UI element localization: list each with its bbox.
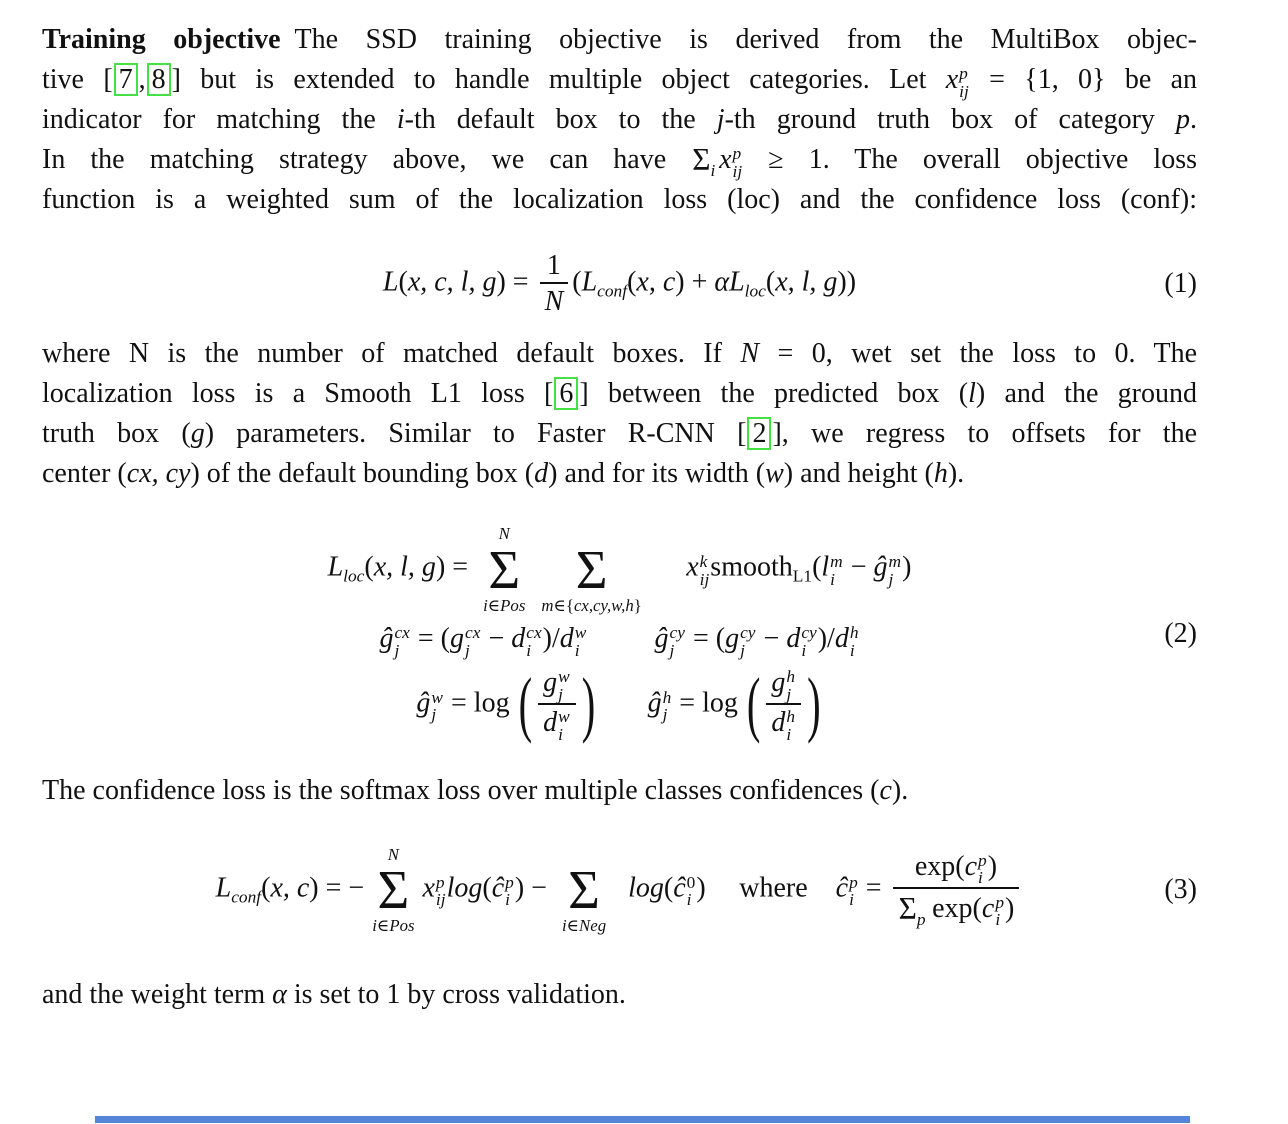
math-text: ], we regress to offsets for the: [772, 418, 1197, 450]
math-variable: d: [771, 706, 786, 738]
math-text: L1: [792, 567, 813, 587]
math-text: ) =: [496, 266, 536, 298]
math-variable: i: [686, 890, 692, 910]
math-text: function is a weighted sum of the localization loss (loc) and the confidence loss (conf):: [42, 184, 1197, 215]
math-text: ) −: [514, 872, 554, 904]
math-text: localization loss is a Smooth L1 loss [: [42, 378, 554, 410]
sup-sub-stack: [733, 145, 743, 180]
math-text: )/: [817, 622, 835, 654]
math-variable: i: [574, 640, 580, 660]
math-variable: j: [740, 640, 745, 660]
math-variable: N: [740, 338, 760, 370]
math-text: = {1, 0} be an: [969, 64, 1197, 95]
math-variable: j: [558, 684, 563, 704]
math-variable: log: [628, 872, 664, 904]
math-variable: ĝ: [379, 622, 394, 654]
math-variable: h: [849, 623, 859, 643]
sup-sub-stack: [670, 624, 685, 659]
math-text: -th default box to the: [404, 104, 717, 135]
math-variable: L: [581, 266, 598, 298]
sup-sub-stack: [849, 874, 858, 909]
sum-operator: Σ i∈Neg: [561, 859, 607, 936]
sup-sub-stack: [526, 624, 541, 659]
math-variable: j: [465, 640, 470, 660]
sup-sub-stack: [663, 689, 672, 724]
math-variable: d: [834, 622, 849, 654]
math-variable: ĉ: [673, 872, 686, 904]
math-text: is set to 1 by cross validation.: [286, 979, 626, 1011]
equation-3: [42, 845, 1197, 935]
inline-sum-operator: $\Sigma_i$: [692, 142, 716, 181]
math-variable: cx,cy,w,h: [573, 595, 634, 615]
sup-sub-stack: [687, 874, 696, 909]
sup-sub-stack: [850, 624, 859, 659]
math-variable: ĉ: [491, 872, 505, 904]
big-paren: (: [746, 663, 761, 745]
math-variable: h: [662, 687, 672, 707]
math-text: −: [843, 552, 874, 584]
math-variable: j: [716, 104, 725, 135]
math-variable: w: [765, 458, 784, 490]
math-text: exp(: [914, 850, 965, 882]
inline-sum-operator: $\Sigma_p$: [898, 890, 926, 929]
math-variable: cy: [740, 623, 756, 643]
math-text: ).: [947, 458, 965, 490]
math-text: In the matching strategy above, we can have: [42, 144, 692, 175]
math-variable: αL: [714, 266, 745, 298]
math-text: exp(: [932, 892, 982, 924]
math-text: 0: [686, 872, 696, 892]
math-variable: conf: [597, 281, 628, 301]
math-variable: m: [830, 552, 843, 572]
math-variable: i: [849, 890, 854, 910]
math-variable: N: [498, 524, 510, 544]
sup-sub-stack: [558, 668, 570, 703]
math-text: (: [812, 552, 822, 584]
math-text: (: [398, 266, 408, 298]
math-variable: d: [786, 622, 801, 654]
citation-link[interactable]: 8: [147, 63, 171, 96]
fraction: [538, 667, 576, 743]
math-variable: p: [435, 872, 445, 892]
math-variable: d: [543, 706, 558, 738]
math-variable: d: [534, 458, 549, 490]
math-text: truth box (: [42, 418, 191, 450]
text-line: [42, 20, 1197, 60]
sup-sub-stack: [575, 624, 587, 659]
math-variable: p: [978, 851, 987, 871]
selection-highlight-bar: [95, 1116, 1190, 1123]
math-variable: p: [916, 909, 926, 929]
math-text: ) and for its width (: [548, 458, 766, 490]
math-text: = log: [672, 687, 745, 719]
math-variable: g: [543, 666, 558, 698]
math-variable: m: [888, 552, 902, 572]
citation-link[interactable]: 2: [747, 417, 771, 450]
math-variable: p: [505, 872, 514, 892]
math-variable: i: [372, 916, 377, 936]
math-text: )): [837, 266, 857, 298]
text-line: [42, 180, 1197, 220]
math-text: ) parameters. Similar to Faster R-CNN [: [204, 418, 747, 450]
math-variable: x, c: [270, 872, 310, 904]
math-variable: w: [558, 667, 570, 687]
math-variable: i: [558, 724, 563, 744]
math-text: = (: [410, 622, 451, 654]
math-text: ) of the default bounding box (: [190, 458, 535, 490]
math-variable: L: [382, 266, 399, 298]
bold-text: Training objective: [42, 24, 281, 55]
sup-sub-stack: [465, 624, 480, 659]
math-text: ) =: [435, 552, 476, 584]
subscript: [597, 282, 627, 301]
math-variable: j: [394, 640, 400, 660]
math-variable: ij: [699, 569, 710, 589]
big-paren: (: [518, 663, 533, 745]
fraction: [893, 851, 1020, 930]
math-variable: k: [699, 552, 708, 572]
sup-sub-stack: [700, 553, 710, 588]
math-variable: i: [849, 640, 855, 660]
math-variable: cx, cy: [126, 458, 191, 490]
math-variable: Pos: [500, 595, 526, 615]
math-variable: x, l, g: [373, 552, 436, 584]
math-variable: i: [786, 724, 792, 744]
math-variable: i: [396, 104, 405, 135]
citation-link[interactable]: 6: [554, 377, 578, 410]
math-text: ∈: [376, 916, 390, 936]
math-text: smooth: [710, 552, 793, 584]
sup-sub-stack: [436, 874, 446, 909]
math-text: (: [364, 552, 374, 584]
math-variable: cx: [465, 623, 481, 643]
math-text: (: [261, 872, 271, 904]
sum-operator: N Σ i∈Pos: [483, 524, 526, 615]
math-variable: w: [558, 707, 570, 727]
math-variable: c: [981, 892, 995, 924]
math-variable: j: [662, 705, 668, 725]
math-text: and the weight term: [42, 979, 273, 1011]
math-variable: i: [995, 910, 1001, 930]
math-variable: i: [526, 640, 532, 660]
math-variable: j: [786, 684, 792, 704]
math-variable: w: [431, 687, 443, 707]
math-text: ) = −: [309, 872, 365, 904]
sup-sub-stack: [978, 852, 987, 887]
equation-3-number: (3): [1164, 874, 1197, 906]
math-variable: g: [725, 622, 740, 654]
math-variable: h: [786, 707, 796, 727]
math-text: ] but is extended to handle multiple object categories. Let: [171, 64, 946, 95]
math-text: ): [696, 872, 706, 904]
math-variable: loc: [343, 567, 365, 587]
math-variable: j: [431, 705, 437, 725]
equation-1: [42, 250, 1197, 318]
subscript: [343, 567, 364, 586]
text-line: [42, 374, 1197, 414]
citation-link[interactable]: 7: [114, 63, 138, 96]
math-variable: N: [387, 845, 399, 864]
math-text: where N is the number of matched default boxes. If: [42, 338, 741, 370]
equation-2-number: (2): [1164, 617, 1197, 649]
sup-sub-stack: [786, 708, 795, 743]
math-variable: x, c: [636, 266, 676, 298]
math-text: ): [1005, 892, 1015, 924]
math-variable: i: [483, 595, 488, 615]
text-line: [42, 334, 1197, 374]
math-text: −: [756, 622, 787, 654]
math-variable: h: [786, 667, 796, 687]
sup-sub-stack: [558, 708, 570, 743]
math-variable: ĉ: [835, 872, 849, 904]
sup-sub-stack: [394, 624, 409, 659]
math-variable: ĝ: [873, 552, 888, 584]
math-text: ≥ 1. The overall objective loss: [743, 144, 1198, 175]
math-text: (: [663, 872, 674, 904]
math-text: tive [: [42, 64, 113, 95]
equation-2-line-a: [328, 524, 912, 614]
sum-operator: Σ m∈{cx,cy,w,h}: [541, 538, 642, 615]
math-variable: ĝ: [647, 687, 662, 719]
math-variable: p: [732, 144, 742, 164]
math-text: ) and the ground: [975, 378, 1197, 410]
math-text: 1: [546, 250, 561, 281]
math-variable: x, l, g: [775, 266, 838, 298]
text-line: [42, 140, 1197, 180]
math-variable: p: [849, 872, 858, 892]
math-variable: x, c, l, g: [407, 266, 497, 298]
sup-sub-stack: [740, 624, 755, 659]
math-variable: g: [771, 666, 786, 698]
math-variable: log: [446, 872, 483, 904]
math-text: ∈: [487, 595, 501, 615]
math-variable: j: [669, 640, 675, 660]
math-variable: ĝ: [654, 622, 669, 654]
math-text: }: [633, 595, 642, 615]
math-variable: cx: [394, 623, 410, 643]
math-variable: L: [327, 552, 344, 584]
math-text: (: [627, 266, 637, 298]
equation-3-formula: [216, 845, 1024, 935]
math-variable: i: [505, 890, 510, 910]
math-variable: ij: [435, 890, 446, 910]
math-variable: conf: [231, 887, 262, 907]
paragraph-localization-loss: [42, 334, 1197, 494]
math-text: -th ground truth box of category: [724, 104, 1176, 135]
math-text: The SSD training objective is derived from the MultiBox objec-: [294, 24, 1198, 55]
math-text: ): [902, 552, 912, 584]
math-variable: c: [964, 850, 978, 882]
math-variable: i: [801, 640, 807, 660]
paragraph-training-objective: [42, 20, 1197, 220]
math-variable: d: [511, 622, 526, 654]
equation-1-number: (1): [1164, 268, 1197, 300]
math-variable: ij: [732, 161, 743, 181]
math-variable: L: [215, 872, 232, 904]
sup-sub-stack: [889, 553, 902, 588]
math-variable: d: [559, 622, 574, 654]
math-variable: Neg: [579, 916, 607, 936]
math-text: = log: [444, 687, 517, 719]
sup-sub-stack: [801, 624, 816, 659]
math-text: −: [481, 622, 512, 654]
math-text: ] between the predicted box (: [579, 378, 969, 410]
math-text: The confidence loss is the softmax loss over multiple classes confidences (: [42, 775, 880, 806]
subscript: [793, 567, 812, 586]
math-variable: x: [686, 552, 699, 584]
math-text: (: [482, 872, 492, 904]
math-variable: i: [561, 916, 567, 936]
fraction: [766, 667, 801, 743]
subscript: [231, 888, 261, 907]
equation-1-formula: [383, 250, 856, 318]
math-variable: cx: [526, 623, 542, 643]
sup-sub-stack: [505, 874, 514, 909]
math-text: = 0, wet set the loss to 0. The: [759, 338, 1198, 370]
math-variable: c: [879, 775, 892, 806]
equation-2-line-b: [379, 623, 859, 659]
math-variable: l: [821, 552, 830, 584]
sum-operator: N Σ i∈Pos: [372, 845, 415, 936]
math-text: where: [739, 872, 808, 904]
math-variable: Pos: [389, 916, 415, 936]
math-text: (: [765, 266, 776, 298]
weight-term-text: [42, 975, 1197, 1015]
math-variable: cy: [669, 623, 685, 643]
math-text: ∈{: [553, 595, 574, 615]
math-variable: x: [719, 144, 732, 175]
math-text: .: [1190, 104, 1197, 135]
equation-2-line-c: [416, 663, 822, 745]
sup-sub-stack: [959, 65, 969, 100]
subscript: [745, 282, 766, 301]
math-text: ): [987, 850, 998, 882]
math-variable: ĝ: [416, 687, 431, 719]
text-line: [42, 60, 1197, 100]
math-text: indicator for matching the: [42, 104, 397, 135]
math-text: ,: [138, 64, 146, 95]
math-text: ) and height (: [783, 458, 934, 490]
equation-2: [42, 520, 1197, 747]
math-variable: x: [945, 64, 959, 95]
sup-sub-stack: [995, 894, 1004, 929]
math-text: ∈: [566, 916, 580, 936]
math-variable: N: [544, 286, 564, 318]
math-variable: j: [888, 569, 894, 589]
math-variable: h: [933, 458, 948, 490]
math-variable: g: [450, 622, 465, 654]
sup-sub-stack: [830, 553, 843, 588]
math-text: (: [572, 266, 582, 298]
math-variable: cy: [801, 623, 817, 643]
sup-sub-stack: [431, 689, 443, 724]
math-variable: p: [959, 64, 968, 84]
math-text: center (: [42, 458, 127, 490]
math-variable: p: [1176, 104, 1190, 135]
text-line: [42, 100, 1197, 140]
math-variable: α: [272, 979, 287, 1011]
math-variable: i: [830, 569, 835, 589]
text-line: [42, 454, 1197, 494]
math-variable: l: [968, 378, 976, 410]
math-variable: w: [574, 623, 587, 643]
math-variable: i: [710, 161, 716, 181]
math-variable: i: [978, 868, 983, 888]
text-line: [42, 414, 1197, 454]
math-text: ).: [891, 775, 909, 806]
big-paren: ): [807, 663, 821, 745]
big-paren: ): [581, 663, 596, 745]
math-text: = (: [685, 622, 726, 654]
math-variable: loc: [744, 281, 766, 301]
sup-sub-stack: [786, 668, 795, 703]
confidence-loss-text: [42, 771, 1197, 811]
math-variable: g: [190, 418, 205, 450]
math-variable: m: [541, 595, 554, 615]
math-text: )/: [542, 622, 560, 654]
math-text: ) +: [675, 266, 715, 298]
math-variable: x: [422, 872, 435, 904]
math-variable: p: [995, 892, 1005, 912]
math-text: =: [858, 872, 889, 904]
fraction: [540, 250, 569, 318]
math-variable: ij: [959, 81, 969, 101]
